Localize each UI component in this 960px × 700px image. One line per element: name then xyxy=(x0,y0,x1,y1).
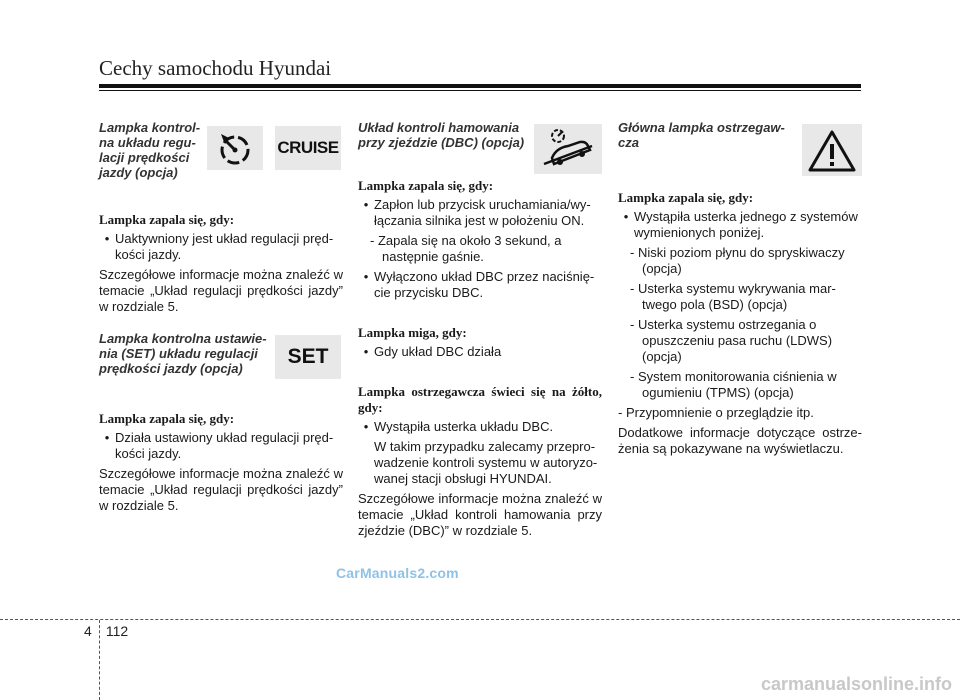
bullet-item: • Wystąpiła usterka jednego z systemów wymienionych poniżej. xyxy=(618,209,862,241)
bullet-item: • Gdy układ DBC działa xyxy=(358,344,602,360)
header-rule-thin xyxy=(99,90,861,91)
header-title: Cechy samochodu Hyundai xyxy=(99,56,332,80)
paragraph: Szczegółowe informacje można znaleźć w temacie „Układ kontroli hamowania przy zjeździe (DBC)” w rozdziale 5. xyxy=(358,491,602,538)
bullet-item: • Uaktywniony jest układ regulacji pręd- kości jazdy. xyxy=(99,231,343,263)
bullet-item: • Działa ustawiony układ regulacji pręd- kości jazdy. xyxy=(99,430,343,462)
dbc-car-slope-icon xyxy=(534,124,602,178)
column-1 xyxy=(99,120,343,514)
sub-item: - Niski poziom płynu do spryskiwaczy (opcja) xyxy=(630,245,845,276)
sub-item: - Zapala się na około 3 sekund, a następnie gaśnie. xyxy=(370,233,562,264)
bottom-watermark: carmanualsonline.info xyxy=(760,674,952,694)
sub-item: - Usterka systemu wykrywania mar- twego pola (BSD) (opcja) xyxy=(630,281,836,312)
subheading: Lampka zapala się, gdy: xyxy=(99,411,235,426)
page-number xyxy=(84,623,128,639)
bullet-item: • Wystąpiła usterka układu DBC. xyxy=(358,419,602,435)
subheading: Lampka zapala się, gdy: xyxy=(99,212,235,227)
column-2 xyxy=(358,120,602,539)
column-3 xyxy=(618,120,862,457)
paragraph: Szczegółowe informacje można znaleźć w temacie „Układ regulacji prędkości jazdy” w rozdziale 5. xyxy=(99,466,343,513)
set-text-icon: SET xyxy=(275,335,341,379)
paragraph: - Przypomnienie o przeglądzie itp. xyxy=(618,405,814,420)
set-section-title: Lampka kontrolna ustawie- nia (SET) układu regulacji prędkości jazdy (opcja) xyxy=(99,331,267,376)
paragraph: W takim przypadku zalecamy przepro- wadzenie kontroli systemu w autoryzo- wanej stacji obsługi HYUNDAI. xyxy=(374,439,598,486)
sub-item: - System monitorowania ciśnienia w ogumieniu (TPMS) (opcja) xyxy=(630,369,837,400)
dbc-section-title: Układ kontroli hamowania przy zjeździe (DBC) (opcja) xyxy=(358,120,525,150)
bullet-item: • Wyłączono układ DBC przez naciśnię- cie przycisku DBC. xyxy=(358,269,602,301)
subheading: Lampka zapala się, gdy: xyxy=(358,178,494,193)
subheading: Lampka ostrzegawcza świeci się na żółto, gdy: xyxy=(358,384,602,415)
cruise-text-icon: CRUISE xyxy=(275,126,341,170)
footer-divider xyxy=(0,619,960,620)
cruise-gauge-icon xyxy=(207,126,263,174)
master-warning-section-header xyxy=(618,120,862,190)
paragraph: Szczegółowe informacje można znaleźć w temacie „Układ regulacji prędkości jazdy” w rozdziale 5. xyxy=(99,267,343,314)
chapter-number: 4 xyxy=(84,623,92,639)
dbc-section-header xyxy=(358,120,602,178)
paragraph: Dodatkowe informacje dotyczące ostrze- żenia są pokazywane na wyświetlaczu. xyxy=(618,425,862,456)
set-section-header xyxy=(99,331,343,411)
cruise-section-title: Lampka kontrol- na układu regu- lacji prędkości jazdy (opcja) xyxy=(99,120,201,180)
page-number-value: 112 xyxy=(105,623,129,639)
watermark-link[interactable]: CarManuals2.com xyxy=(336,565,459,581)
header-rule xyxy=(99,84,861,88)
warning-triangle-icon xyxy=(802,124,862,180)
bullet-item: • Zapłon lub przycisk uruchamiania/wy- łączania silnika jest w położeniu ON. xyxy=(358,197,602,229)
cruise-section-header xyxy=(99,120,343,212)
subheading: Lampka zapala się, gdy: xyxy=(618,190,754,205)
subheading: Lampka miga, gdy: xyxy=(358,325,467,340)
sub-item: - Usterka systemu ostrzegania o opuszczeniu pasa ruchu (LDWS) (opcja) xyxy=(630,317,833,364)
master-warning-section-title: Główna lampka ostrzegaw- cza xyxy=(618,120,785,150)
